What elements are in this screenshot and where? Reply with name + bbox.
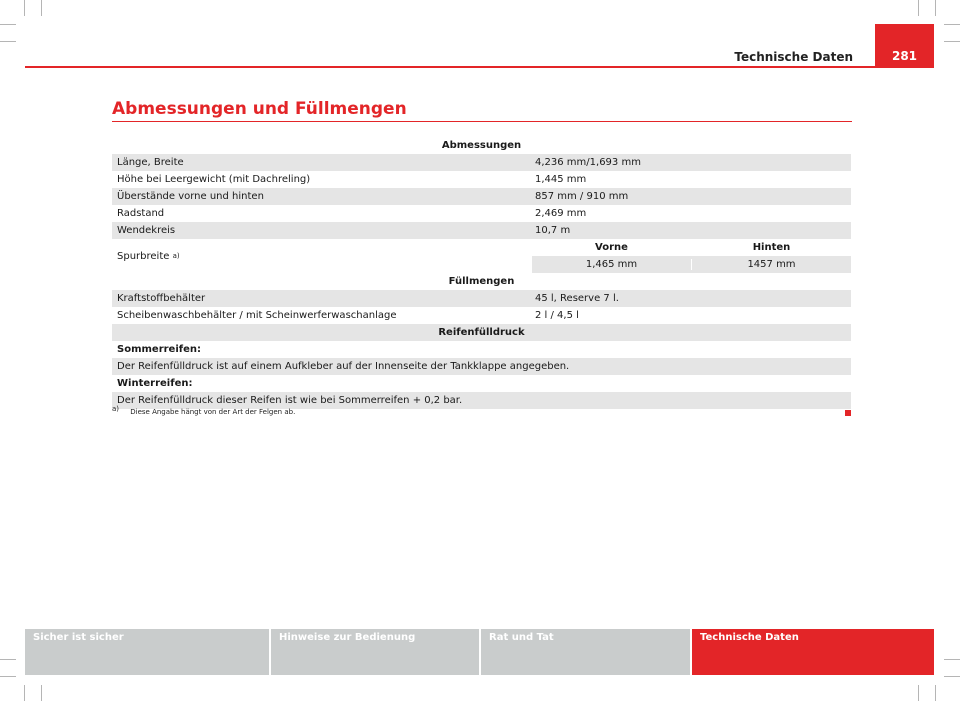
crop-mark-tl-h <box>0 24 16 25</box>
spurbreite-label: Spurbreite <box>117 250 170 262</box>
crop-mark-br-v <box>935 685 936 701</box>
table-heading-reifenfuelldruck <box>112 324 851 341</box>
section-title: Abmessungen und Füllmengen <box>112 99 407 119</box>
title-rule <box>112 121 852 122</box>
crop-mark-bl-v <box>24 685 25 701</box>
row-label: Kraftstoffbehälter <box>117 293 206 304</box>
section-end-mark <box>845 410 851 416</box>
crop-mark-bl-v2 <box>41 685 42 701</box>
table-row <box>112 341 851 358</box>
spurbreite-heading-row <box>532 239 851 256</box>
row-value: 10,7 m <box>535 225 571 236</box>
row-value: 857 mm / 910 mm <box>535 191 629 202</box>
table-row <box>112 205 851 222</box>
footnote-text: Diese Angabe hängt von der Art der Felgen ab. <box>130 408 296 416</box>
crop-mark-tr-h <box>944 24 960 25</box>
table-row <box>112 171 851 188</box>
table-heading-abmessungen <box>112 137 851 154</box>
specs-table <box>112 137 851 409</box>
spurbreite-value-row <box>532 256 851 273</box>
table-row <box>112 222 851 239</box>
crop-mark-tl-h2 <box>0 41 16 42</box>
row-label: Länge, Breite <box>117 157 184 168</box>
crop-mark-br-h2 <box>944 659 960 660</box>
table-row <box>112 375 851 392</box>
winter-text: Der Reifenfülldruck dieser Reifen ist wie bei Sommerreifen + 0,2 bar. <box>117 395 463 406</box>
row-label: Überstände vorne und hinten <box>117 191 264 202</box>
row-value: 4,236 mm/1,693 mm <box>535 157 641 168</box>
table-row <box>112 392 851 409</box>
crop-mark-bl-h2 <box>0 659 16 660</box>
rear-heading: Hinten <box>691 242 851 253</box>
crop-mark-tl-v2 <box>41 0 42 16</box>
table-row <box>112 154 851 171</box>
row-label: Höhe bei Leergewicht (mit Dachreling) <box>117 174 311 185</box>
crop-mark-br-h <box>944 676 960 677</box>
row-label: Wendekreis <box>117 225 176 236</box>
row-label: Scheibenwaschbehälter / mit Scheinwerferwaschanlage <box>117 310 397 321</box>
header-rule <box>25 66 934 68</box>
crop-mark-tr-v <box>935 0 936 16</box>
sommer-label: Sommerreifen: <box>117 344 202 355</box>
footnote-mark: a) <box>112 405 120 413</box>
winter-label: Winterreifen: <box>117 378 193 389</box>
row-value: 45 l, Reserve 7 l. <box>535 293 619 304</box>
table-row-spurbreite <box>112 239 851 273</box>
crop-mark-tr-h2 <box>944 41 960 42</box>
row-value: 2 l / 4,5 l <box>535 310 579 321</box>
footnote <box>112 405 296 416</box>
sommer-text: Der Reifenfülldruck ist auf einem Aufkleber auf der Innenseite der Tankklappe angegeben. <box>117 361 570 372</box>
front-heading: Vorne <box>595 242 628 253</box>
row-label: Radstand <box>117 208 165 219</box>
table-row <box>112 188 851 205</box>
row-value: 2,469 mm <box>535 208 587 219</box>
crop-mark-br-v2 <box>918 685 919 701</box>
row-label <box>112 239 532 273</box>
footer-tab-technische-daten[interactable]: Technische Daten <box>692 629 934 675</box>
rear-value: 1457 mm <box>691 259 851 270</box>
footer-tab-rat-und-tat[interactable]: Rat und Tat <box>481 629 690 675</box>
heading-label: Füllmengen <box>448 276 515 287</box>
crop-mark-tr-v2 <box>918 0 919 16</box>
table-row <box>112 358 851 375</box>
chapter-title: Technische Daten <box>734 50 853 64</box>
table-heading-fuellmengen <box>112 273 851 290</box>
footer-tab-sicher[interactable]: Sicher ist sicher <box>25 629 269 675</box>
crop-mark-bl-h <box>0 676 16 677</box>
row-value: 1,445 mm <box>535 174 587 185</box>
spurbreite-subtable <box>532 239 851 273</box>
table-row <box>112 307 851 324</box>
footnote-ref: a) <box>172 252 180 260</box>
heading-label: Reifenfülldruck <box>438 327 525 338</box>
footer-tab-hinweise[interactable]: Hinweise zur Bedienung <box>271 629 479 675</box>
page-number-badge: 281 <box>875 24 934 67</box>
front-value: 1,465 mm <box>585 259 638 270</box>
footer-nav <box>25 629 934 675</box>
crop-mark-tl-v <box>24 0 25 16</box>
table-row <box>112 290 851 307</box>
heading-label: Abmessungen <box>441 140 522 151</box>
